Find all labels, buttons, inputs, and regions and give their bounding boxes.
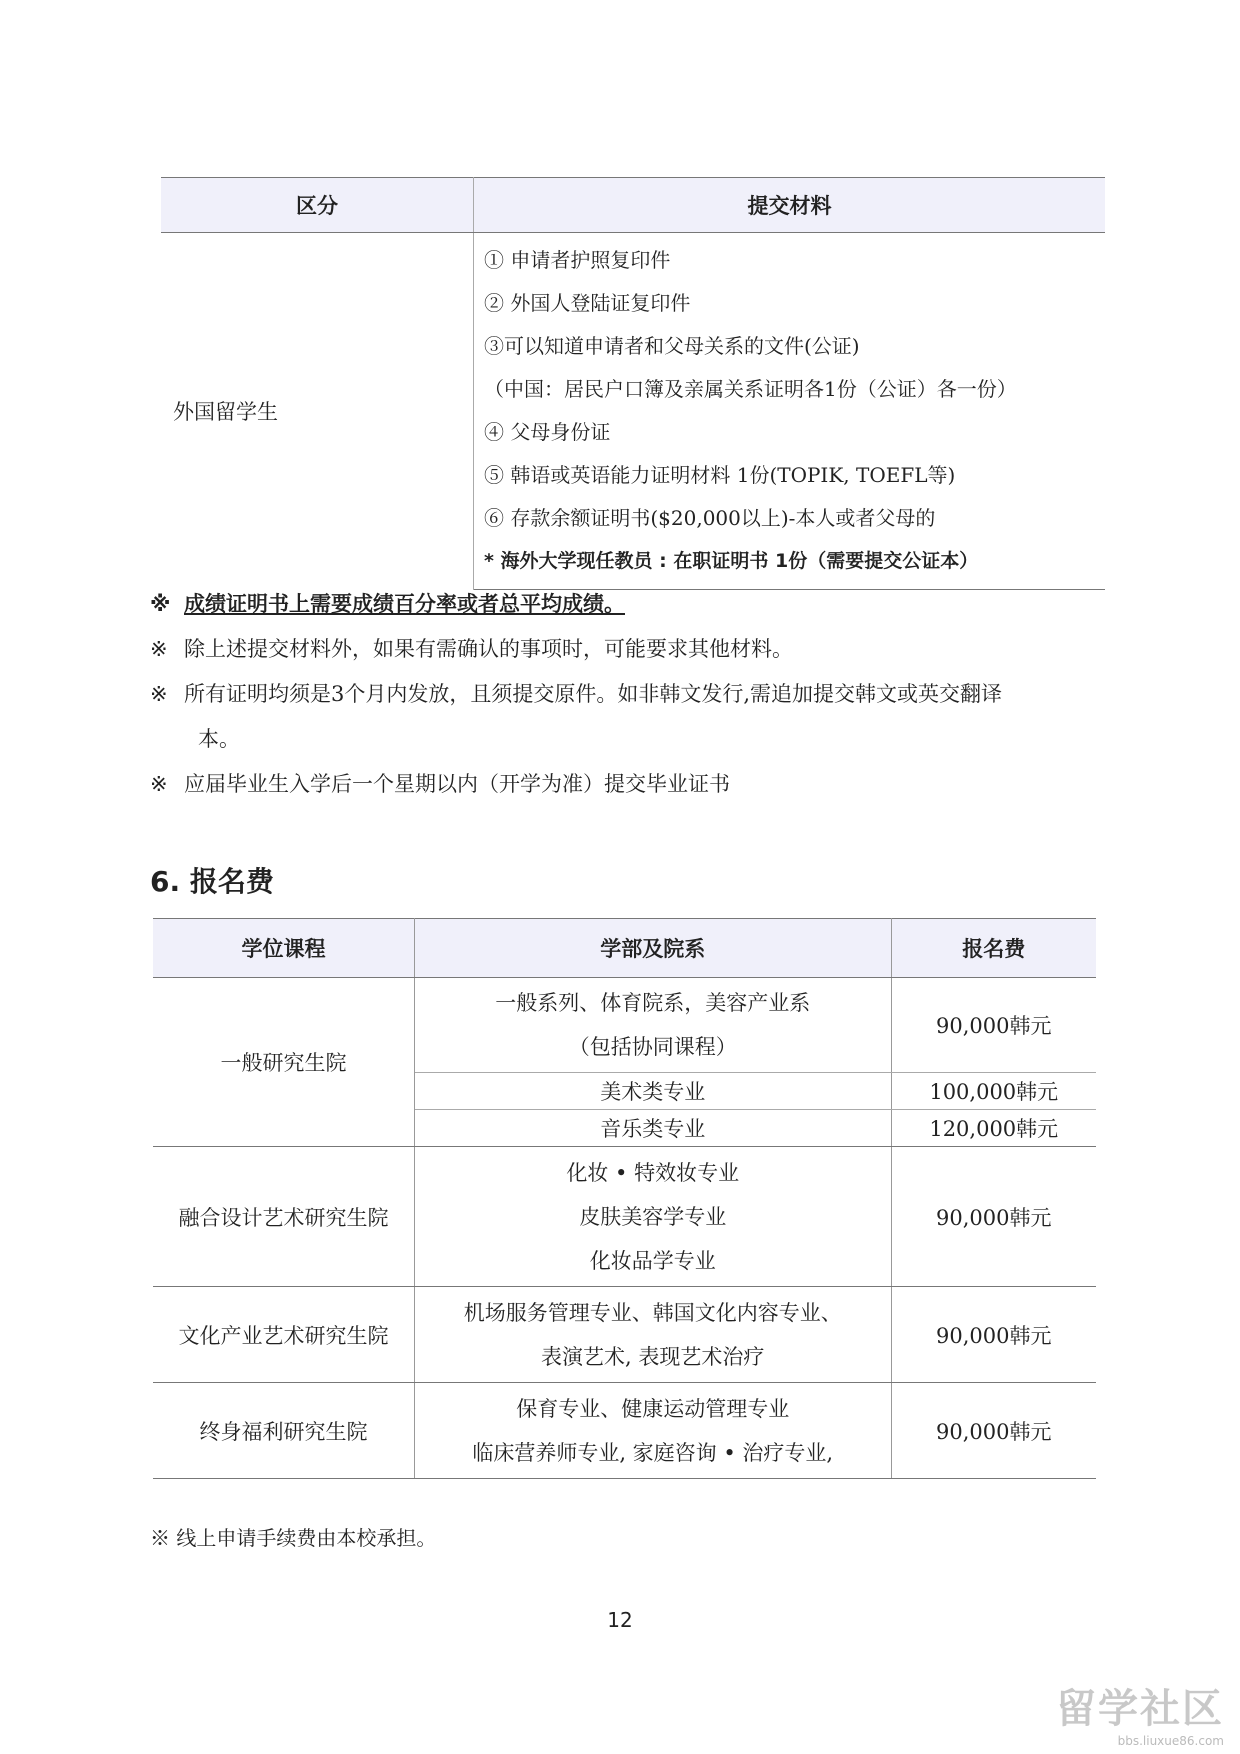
header-category: 区分 [161, 178, 474, 233]
material-item: ③可以知道申请者和父母关系的文件(公证) [484, 334, 860, 358]
fee-cell: 90,000韩元 [891, 1147, 1096, 1287]
materials-header-row [161, 178, 1105, 233]
program-cell: 一般研究生院 [153, 978, 414, 1147]
program-cell: 终身福利研究生院 [153, 1383, 414, 1479]
materials-table [161, 177, 1105, 590]
material-item: ⑥ 存款余额证明书($20,000以上)-本人或者父母的 [484, 506, 936, 530]
note-text: 应届毕业生入学后一个星期以内（开学为准）提交毕业证书 [184, 772, 730, 796]
department-line: 皮肤美容学专业 [579, 1204, 727, 1229]
department-cell [414, 1287, 891, 1383]
department-line: 表演艺术, 表现艺术治疗 [541, 1344, 765, 1369]
department-line: 临床营养师专业, 家庭咨询 • 治疗专业, [472, 1440, 834, 1465]
program-cell: 融合设计艺术研究生院 [153, 1147, 414, 1287]
note-grades [150, 588, 625, 618]
header-department: 学部及院系 [414, 919, 891, 978]
department-line: 一般系列、体育院系，美容产业系 [495, 991, 811, 1015]
watermark [1056, 1677, 1224, 1748]
department-line: 化妆 • 特效妆专业 [566, 1160, 740, 1185]
fee-cell: 90,000韩元 [891, 978, 1096, 1073]
fee-table [153, 918, 1096, 1479]
header-materials: 提交材料 [474, 178, 1106, 233]
materials-list [474, 233, 1106, 590]
department-line: 机场服务管理专业、韩国文化内容专业、 [463, 1300, 842, 1325]
fee-row [153, 1287, 1096, 1383]
material-item: ④ 父母身份证 [484, 420, 611, 444]
material-item-faculty: * 海外大学现任教员 : 在职证明书 1份（需要提交公证本） [484, 550, 979, 572]
category-cell: 外国留学生 [161, 233, 474, 590]
material-item: （中国：居民户口簿及亲属关系证明各1份（公证）各一份） [484, 377, 1017, 401]
note-mark: ※ [150, 592, 171, 616]
watermark-url: bbs.liuxue86.com [1117, 1734, 1224, 1748]
department-cell [414, 1383, 891, 1479]
material-item: ① 申请者护照复印件 [484, 248, 671, 272]
fee-cell: 100,000韩元 [891, 1073, 1096, 1110]
material-item: ② 外国人登陆证复印件 [484, 291, 691, 315]
footer-note: ※ 线上申请手续费由本校承担。 [150, 1526, 437, 1550]
fee-cell: 120,000韩元 [891, 1110, 1096, 1147]
department-cell: 美术类专业 [414, 1073, 891, 1110]
materials-row [161, 233, 1105, 590]
fee-cell: 90,000韩元 [891, 1383, 1096, 1479]
fee-row [153, 1147, 1096, 1287]
note-mark: ※ [150, 637, 168, 661]
note-text: 除上述提交材料外，如果有需确认的事项时，可能要求其他材料。 [184, 637, 793, 661]
note-graduates [150, 768, 730, 798]
department-line: （包括协同课程） [568, 1035, 737, 1059]
header-fee: 报名费 [891, 919, 1096, 978]
note-mark: ※ [150, 772, 168, 796]
department-line: 保育专业、健康运动管理专业 [516, 1396, 790, 1421]
header-program: 学位课程 [153, 919, 414, 978]
page-number: 12 [607, 1608, 633, 1632]
fee-cell: 90,000韩元 [891, 1287, 1096, 1383]
department-line: 化妆品学专业 [589, 1248, 716, 1273]
fee-row [153, 978, 1096, 1073]
watermark-text: 留学社区 [1056, 1686, 1224, 1732]
department-cell [414, 1147, 891, 1287]
material-item: ⑤ 韩语或英语能力证明材料 1份(TOPIK, TOEFL等) [484, 463, 956, 487]
note-text: 所有证明均须是3个月内发放，且须提交原件。如非韩文发行,需追加提交韩文或英交翻译 [184, 682, 1003, 706]
note-mark: ※ [150, 682, 168, 706]
section-title: 6. 报名费 [150, 865, 274, 898]
fee-header-row [153, 919, 1096, 978]
program-cell: 文化产业艺术研究生院 [153, 1287, 414, 1383]
note-text: 成绩证明书上需要成绩百分率或者总平均成绩。 [184, 592, 625, 616]
department-cell: 音乐类专业 [414, 1110, 891, 1147]
department-cell [414, 978, 891, 1073]
fee-row [153, 1383, 1096, 1479]
note-other-materials [150, 633, 793, 663]
note-certificates [150, 678, 1002, 708]
note-certificates-cont: 本。 [198, 727, 240, 751]
